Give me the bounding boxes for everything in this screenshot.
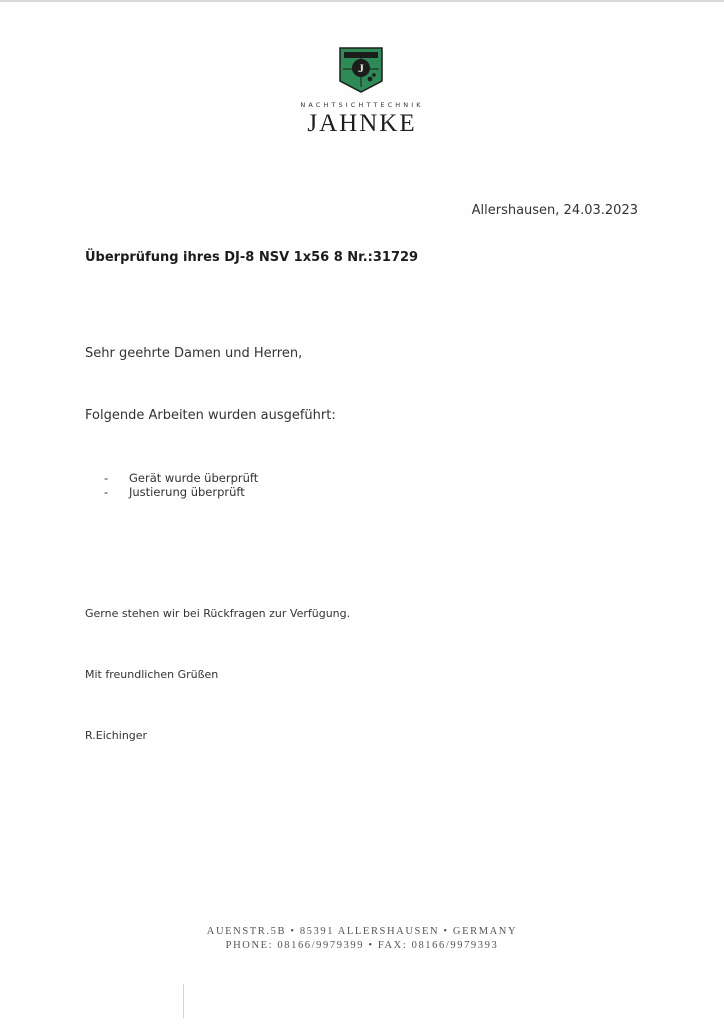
- list-item: [104, 471, 258, 485]
- footer-address: AUENSTR.5B • 85391 ALLERSHAUSEN • GERMANY: [206, 926, 518, 937]
- scan-top-edge: [0, 0, 724, 2]
- task-list: [104, 471, 258, 499]
- footer-contact: PHONE: 08166/9979399 • FAX: 08166/9979393: [225, 940, 499, 951]
- subject-line: Überprüfung ihres DJ-8 NSV 1x56 8 Nr.:31729: [85, 250, 419, 265]
- salutation: Sehr geehrte Damen und Herren,: [85, 346, 303, 361]
- scan-fold-mark: [183, 984, 184, 1018]
- list-bullet: -: [104, 471, 109, 485]
- place-date: Allershausen, 24.03.2023: [471, 203, 638, 218]
- company-logo: [339, 47, 383, 93]
- brand-name: JAHNKE: [307, 110, 417, 137]
- brand-tagline: NACHTSICHTTECHNIK: [300, 101, 424, 109]
- intro-text: Folgende Arbeiten wurden ausgeführt:: [85, 408, 336, 423]
- closing: Mit freundlichen Grüßen: [85, 668, 219, 681]
- list-bullet: -: [104, 485, 109, 499]
- offer-text: Gerne stehen wir bei Rückfragen zur Verfügung.: [85, 607, 351, 620]
- logo-emblem-letter: J: [358, 61, 364, 75]
- list-item: [104, 485, 258, 499]
- signature: R.Eichinger: [85, 729, 148, 742]
- task-text: Gerät wurde überprüft: [129, 471, 259, 485]
- task-text: Justierung überprüft: [129, 485, 245, 499]
